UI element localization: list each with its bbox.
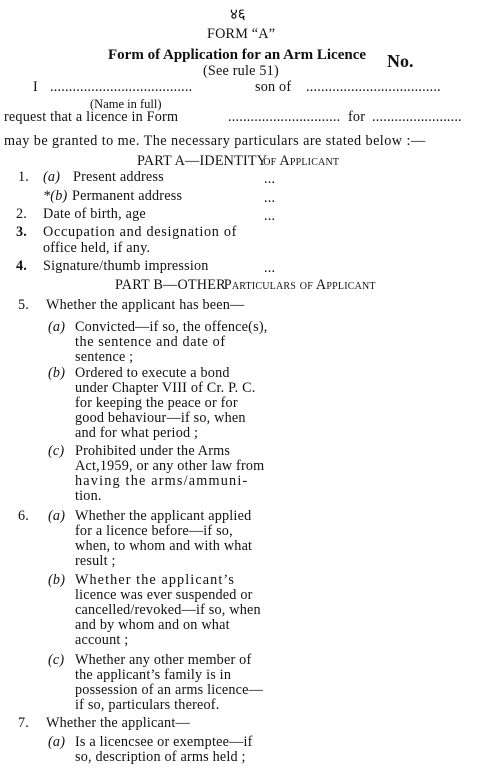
q5b-line5: and for what period ; [75, 425, 199, 441]
q6-number: 6. [18, 508, 30, 524]
q5-number: 5. [18, 297, 30, 313]
q5c-label: (c) [48, 443, 65, 459]
q7a-line2: so, description of arms held ; [75, 749, 246, 765]
q7a-line1: Is a licencsee or exemptee—if [75, 734, 253, 750]
q5c-line2: Act,1959, or any other law from [75, 458, 265, 474]
item-2-dots: ... [264, 208, 276, 224]
q6a-label: (a) [48, 508, 66, 524]
for-label: for [348, 109, 366, 125]
q5c-line1: Prohibited under the Arms [75, 443, 231, 459]
q5a-line3: sentence ; [75, 349, 134, 365]
q5b-line3: for keeping the peace or for [75, 395, 238, 411]
q6c-line3: possession of an arms licence— [75, 682, 264, 698]
q6c-line4: if so, particulars thereof. [75, 697, 220, 713]
part-a-head: PART A—IDENTITY [137, 153, 268, 169]
item-1b-text: Permanent address [72, 188, 183, 204]
q5c-line3: having the arms/ammuni- [75, 473, 249, 489]
item-1a-label: (a) [43, 169, 61, 185]
for-field-dots: ........................ [372, 109, 462, 125]
item-3-text-line1: Occupation and designation of [43, 224, 238, 240]
q6c-line2: the applicant’s family is in [75, 667, 232, 683]
q5a-line1: Convicted—if so, the offence(s), [75, 319, 268, 335]
applicant-i: I [33, 79, 38, 95]
item-1b-dots: ... [264, 190, 276, 206]
q6b-line5: account ; [75, 632, 129, 648]
q6c-label: (c) [48, 652, 65, 668]
item-1a-text: Present address [73, 169, 164, 185]
father-field-dots: .................................... [306, 79, 441, 95]
q6c-line1: Whether any other member of [75, 652, 252, 668]
q5b-line1: Ordered to execute a bond [75, 365, 230, 381]
item-3-number: 3. [16, 224, 28, 240]
son-of-label: son of [255, 79, 292, 95]
q6b-line1: Whether the applicant’s [75, 572, 236, 588]
q5b-line2: under Chapter VIII of Cr. P. C. [75, 380, 256, 396]
item-4-text: Signature/thumb impression [43, 258, 209, 274]
page-number: ४६ [230, 5, 246, 23]
part-b-head: PART B—OTHER [115, 277, 226, 293]
q7-number: 7. [18, 715, 30, 731]
q6a-line3: when, to whom and with what [75, 538, 253, 554]
item-3-text-line2: office held, if any. [43, 240, 151, 256]
q6b-label: (b) [48, 572, 66, 588]
q5-text: Whether the applicant has been— [46, 297, 245, 313]
part-b-sub: Particulars of Applicant [223, 277, 376, 293]
q5a-line2: the sentence and date of [75, 334, 226, 350]
form-title: Form of Application for an Arm Licence [108, 47, 367, 63]
q6a-line1: Whether the applicant applied [75, 508, 252, 524]
item-4-dots: ... [264, 260, 276, 276]
q6b-line4: and by whom and on what [75, 617, 230, 633]
request-text: request that a licence in Form [4, 109, 179, 125]
item-4-number: 4. [16, 258, 28, 274]
q6b-line3: cancelled/revoked—if so, when [75, 602, 261, 618]
q6b-line2: licence was ever suspended or [75, 587, 253, 603]
part-a-sub: of Applicant [263, 153, 340, 169]
q5c-line4: tion. [75, 488, 102, 504]
item-2-text: Date of birth, age [43, 206, 146, 222]
q6a-line2: for a licence before—if so, [75, 523, 233, 539]
part-b-heading [115, 278, 376, 293]
form-label: FORM “A” [207, 26, 276, 42]
q6a-line4: result ; [75, 553, 116, 569]
q5b-line4: good behaviour—if so, when [75, 410, 246, 426]
q5b-label: (b) [48, 365, 66, 381]
part-a-heading [137, 154, 339, 169]
form-number-label: No. [387, 51, 414, 71]
item-1a-dots: ... [264, 171, 276, 187]
form-type-dots: .............................. [228, 109, 341, 125]
item-1b-label: *(b) [43, 188, 68, 204]
item-2-number: 2. [16, 206, 28, 222]
q7-text: Whether the applicant— [46, 715, 190, 731]
q5a-label: (a) [48, 319, 66, 335]
q7a-label: (a) [48, 734, 66, 750]
name-field-dots: ...................................... [50, 79, 193, 95]
name-in-full-note: (Name in full) [90, 97, 162, 111]
granted-line: may be granted to me. The necessary particulars are stated below :— [4, 133, 426, 149]
item-1-number: 1. [18, 169, 30, 185]
rule-note: (See rule 51) [203, 63, 279, 79]
